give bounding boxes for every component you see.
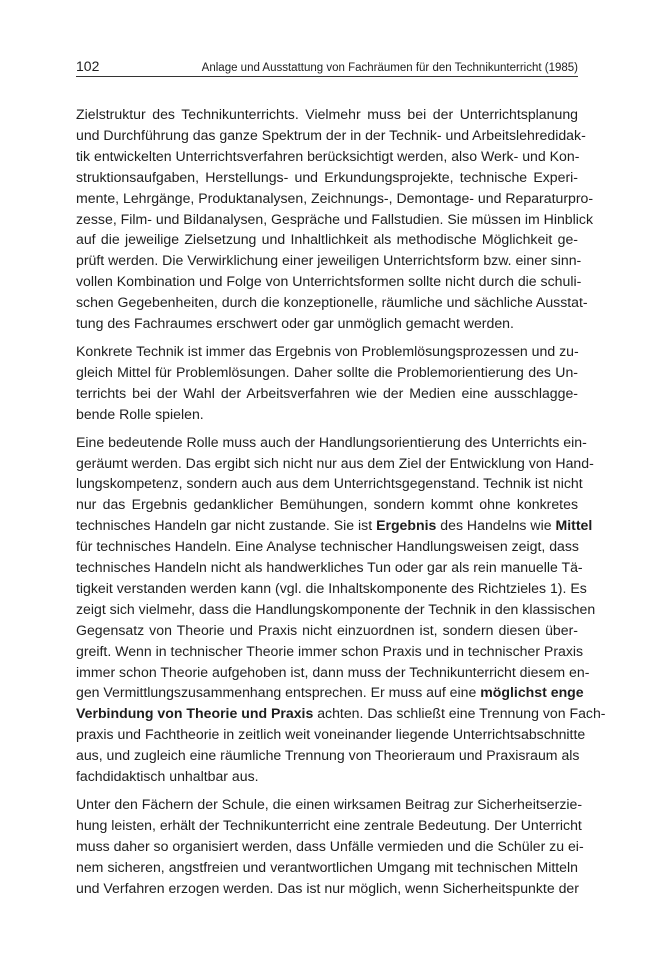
text-line: aus, und zugleich eine räumliche Trennung von Theorieraum und Praxisraum als (76, 747, 580, 764)
paragraph (76, 104, 594, 334)
text-line: greift. Wenn in technischer Theorie immer schon Praxis und in technischer Praxis (76, 642, 584, 659)
paragraph (76, 432, 606, 787)
page-number: 102 (76, 58, 100, 74)
text-line: Gegensatz von Theorie und Praxis nicht einzuordnen ist, sondern diesen über- (76, 621, 578, 638)
text-run: technisches Handeln gar nicht zustande. Sie ist (76, 517, 377, 534)
text-line: struktionsaufgaben, Herstellungs- und Erkundungsprojekte, technische Experi- (76, 168, 578, 185)
bold-term: Ergebnis (376, 517, 437, 534)
text-line: fachdidaktisch unhaltbar aus. (76, 768, 259, 785)
text-line: Eine bedeutende Rolle muss auch der Handlungsorientierung des Unterrichts ein- (76, 433, 587, 450)
running-title: Anlage und Ausstattung von Fachräumen für den Technikunterricht (1985) (201, 62, 578, 74)
text-run: des Handelns wie (436, 517, 556, 534)
text-line: schen Gegebenheiten, durch die konzeptionelle, räumliche und sächliche Ausstat- (76, 294, 588, 311)
text-line: mente, Lehrgänge, Produktanalysen, Zeichnungs-, Demontage- und Reparaturpro- (76, 189, 594, 206)
text-line: vollen Kombination und Folge von Unterrichtsformen sollte nicht durch die schuli- (76, 273, 582, 290)
text-line: Konkrete Technik ist immer das Ergebnis von Problemlösungsprozessen und zu- (76, 342, 579, 359)
text-line: nem sicheren, angstfreien und verantwortlichen Umgang mit technischen Mitteln (76, 858, 578, 875)
text-line: bende Rolle spielen. (76, 405, 204, 422)
text-line: gleich Mittel für Problemlösungen. Daher sollte die Problemorientierung des Un- (76, 363, 578, 380)
bold-term: Verbindung von Theorie und Praxis (76, 705, 314, 722)
text-line: muss daher so organisiert werden, dass Unfälle vermieden und die Schüler zu ei- (76, 837, 584, 854)
text-line: prüft werden. Die Verwirklichung einer jeweiligen Unterrichtsform bzw. einer sinn- (76, 252, 582, 269)
paragraph (76, 794, 584, 899)
text-run: gen Vermittlungszusammenhang entsprechen. Er muss auf eine (76, 684, 481, 701)
text-line: Zielstruktur des Technikunterrichts. Vielmehr muss bei der Unterrichtsplanung (76, 106, 578, 122)
text-line (76, 703, 606, 724)
paragraph (76, 341, 578, 425)
text-line: tik entwickelten Unterrichtsverfahren berücksichtigt werden, also Werk- und Kon- (76, 147, 580, 164)
text-line: technisches Handeln nicht als handwerkliches Tun oder gar als rein manuelle Tä- (76, 559, 583, 576)
text-line: immer schon Theorie aufgehoben ist, dann muss der Technikunterricht diesem en- (76, 663, 590, 680)
text-line: tung des Fachraumes erschwert oder gar unmöglich gemacht werden. (76, 315, 514, 332)
text-line (76, 682, 584, 703)
text-line: und Verfahren erzogen werden. Das ist nur möglich, wenn Sicherheitspunkte der (76, 879, 579, 896)
text-line: geräumt werden. Das ergibt sich nicht nur aus dem Ziel der Entwicklung von Hand- (76, 454, 594, 471)
body-text (76, 104, 606, 906)
text-line: auf die jeweilige Zielsetzung und Inhaltlichkeit als methodische Möglichkeit ge- (76, 231, 578, 248)
text-line: lungskompetenz, sondern auch aus dem Unterrichtsgegenstand. Technik ist nicht (76, 475, 583, 492)
text-line: tigkeit verstanden werden kann (vgl. die Inhaltskomponente des Richtzieles 1). Es (76, 579, 587, 596)
text-line: zesse, Film- und Bildanalysen, Gespräche und Fallstudien. Sie müssen im Hinblick (76, 210, 594, 227)
running-header (76, 54, 578, 77)
text-line: zeigt sich vielmehr, dass die Handlungskomponente der Technik in den klassischen (76, 600, 596, 617)
bold-term: Mittel (555, 517, 593, 534)
text-line: praxis und Fachtheorie in zeitlich weit voneinander liegende Unterrichtsabschnitte (76, 726, 586, 743)
text-line: terrichts bei der Wahl der Arbeitsverfahren wie der Medien eine ausschlagge- (76, 384, 578, 401)
text-run: achten. Das schließt eine Trennung von Fach- (313, 705, 606, 722)
text-line: für technisches Handeln. Eine Analyse technischer Handlungsweisen zeigt, dass (76, 538, 579, 555)
text-line: hung leisten, erhält der Technikunterricht eine zentrale Bedeutung. Der Unterricht (76, 816, 582, 833)
text-line: und Durchführung das ganze Spektrum der in der Technik- und Arbeitslehredidak- (76, 126, 586, 143)
text-line: nur das Ergebnis gedanklicher Bemühungen, sondern kommt ohne konkretes (76, 496, 578, 513)
text-line (76, 515, 593, 536)
bold-term: möglichst enge (480, 684, 584, 701)
text-line: Unter den Fächern der Schule, die einen wirksamen Beitrag zur Sicherheitserzie- (76, 796, 583, 812)
